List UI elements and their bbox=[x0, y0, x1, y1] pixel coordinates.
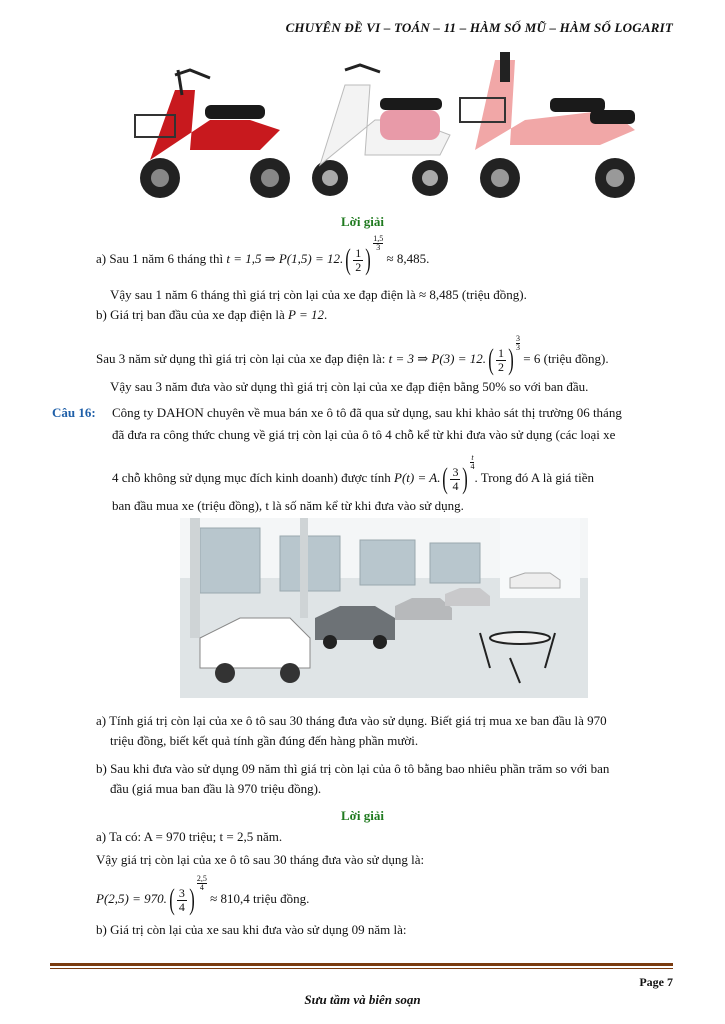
scooters-image bbox=[130, 50, 650, 200]
page-number: Page 7 bbox=[639, 975, 673, 989]
pink-scooter bbox=[460, 52, 635, 198]
page-header: CHUYÊN ĐỀ VI – TOÁN – 11 – HÀM SỐ MŨ – HÀM SỐ LOGARIT bbox=[285, 20, 673, 35]
question-16-line3: 4 chỗ không sử dụng mục đích kinh doanh) được tính P(t) = A.( $\frac{3}{4}$ ) $\frac{t}{4}$. Trong đó A là giá tiền bbox=[112, 453, 595, 495]
white-scooter bbox=[312, 65, 450, 196]
question-16-b-line2: đầu (giá mua ban đầu là 970 triệu đồng). bbox=[110, 781, 322, 796]
question-16-label: Câu 16: bbox=[52, 405, 96, 420]
question-16-a-line1: a) Tính giá trị còn lại của xe ô tô sau 30 tháng đưa vào sử dụng. Biết giá trị mua xe ban đầu là 970 bbox=[96, 713, 607, 728]
solution1-a: a) Sau 1 năm 6 tháng thì t = 1,5 ⇒ P(1,5) = 12.( $\frac{1}{2}$ ) $\frac{1,5}{3} \approx 8,485$. bbox=[96, 234, 430, 276]
question-16-line4: ban đầu mua xe (triệu đồng), t là số năm kể từ khi đưa vào sử dụng. bbox=[112, 498, 464, 513]
question-16-line2: đã đưa ra công thức chung về giá trị còn lại của ô tô 4 chỗ kể từ khi đưa vào sử dụng (các loại xe bbox=[112, 427, 616, 442]
solution2-a-line2: Vậy giá trị còn lại của xe ô tô sau 30 tháng đưa vào sử dụng là: bbox=[96, 852, 425, 867]
solution-heading-2: Lời giải bbox=[341, 808, 384, 823]
solution1-b-after3: Sau 3 năm sử dụng thì giá trị còn lại của xe đạp điện là: t = 3 ⇒ P(3) = 12.( $\frac{1}{2}$ ) $\frac{3}{3} = 6$ (triệu đồng). bbox=[96, 334, 609, 376]
question-16-line1: Công ty DAHON chuyên về mua bán xe ô tô đã qua sử dụng, sau khi khảo sát thị trường 06 tháng bbox=[112, 405, 622, 420]
footer-signature: Sưu tầm và biên soạn bbox=[304, 992, 421, 1007]
solution1-b-conclusion: Vậy sau 3 năm đưa vào sử dụng thì giá trị còn lại của xe đạp điện bằng 50% so với ban đầu. bbox=[110, 379, 589, 394]
footer-rule-thin bbox=[50, 968, 673, 969]
solution2-a-line1: a) Ta có: A = 970 triệu; t = 2,5 năm. bbox=[96, 829, 283, 844]
solution-heading-1: Lời giải bbox=[341, 214, 384, 229]
question-16-b-line1: b) Sau khi đưa vào sử dụng 09 năm thì giá trị còn lại của ô tô bằng bao nhiêu phần trăm so với ban bbox=[96, 761, 610, 776]
red-scooter bbox=[135, 70, 290, 198]
car-showroom-image bbox=[180, 518, 588, 698]
solution1-a-conclusion: Vậy sau 1 năm 6 tháng thì giá trị còn lại của xe đạp điện là ≈ 8,485 (triệu đồng). bbox=[110, 287, 527, 302]
footer-rule bbox=[50, 963, 673, 966]
solution1-b: b) Giá trị ban đầu của xe đạp điện là P = 12. bbox=[96, 307, 328, 322]
solution2-a-formula: P(2,5) = 970.( $\frac{3}{4}$ ) $\frac{2,5}{4} \approx 810,4$ triệu đồng. bbox=[96, 874, 310, 916]
solution2-b-line: b) Giá trị còn lại của xe sau khi đưa vào sử dụng 09 năm là: bbox=[96, 922, 407, 937]
question-16-a-line2: triệu đồng, biết kết quả tính gần đúng đến hàng phần mười. bbox=[110, 733, 419, 748]
